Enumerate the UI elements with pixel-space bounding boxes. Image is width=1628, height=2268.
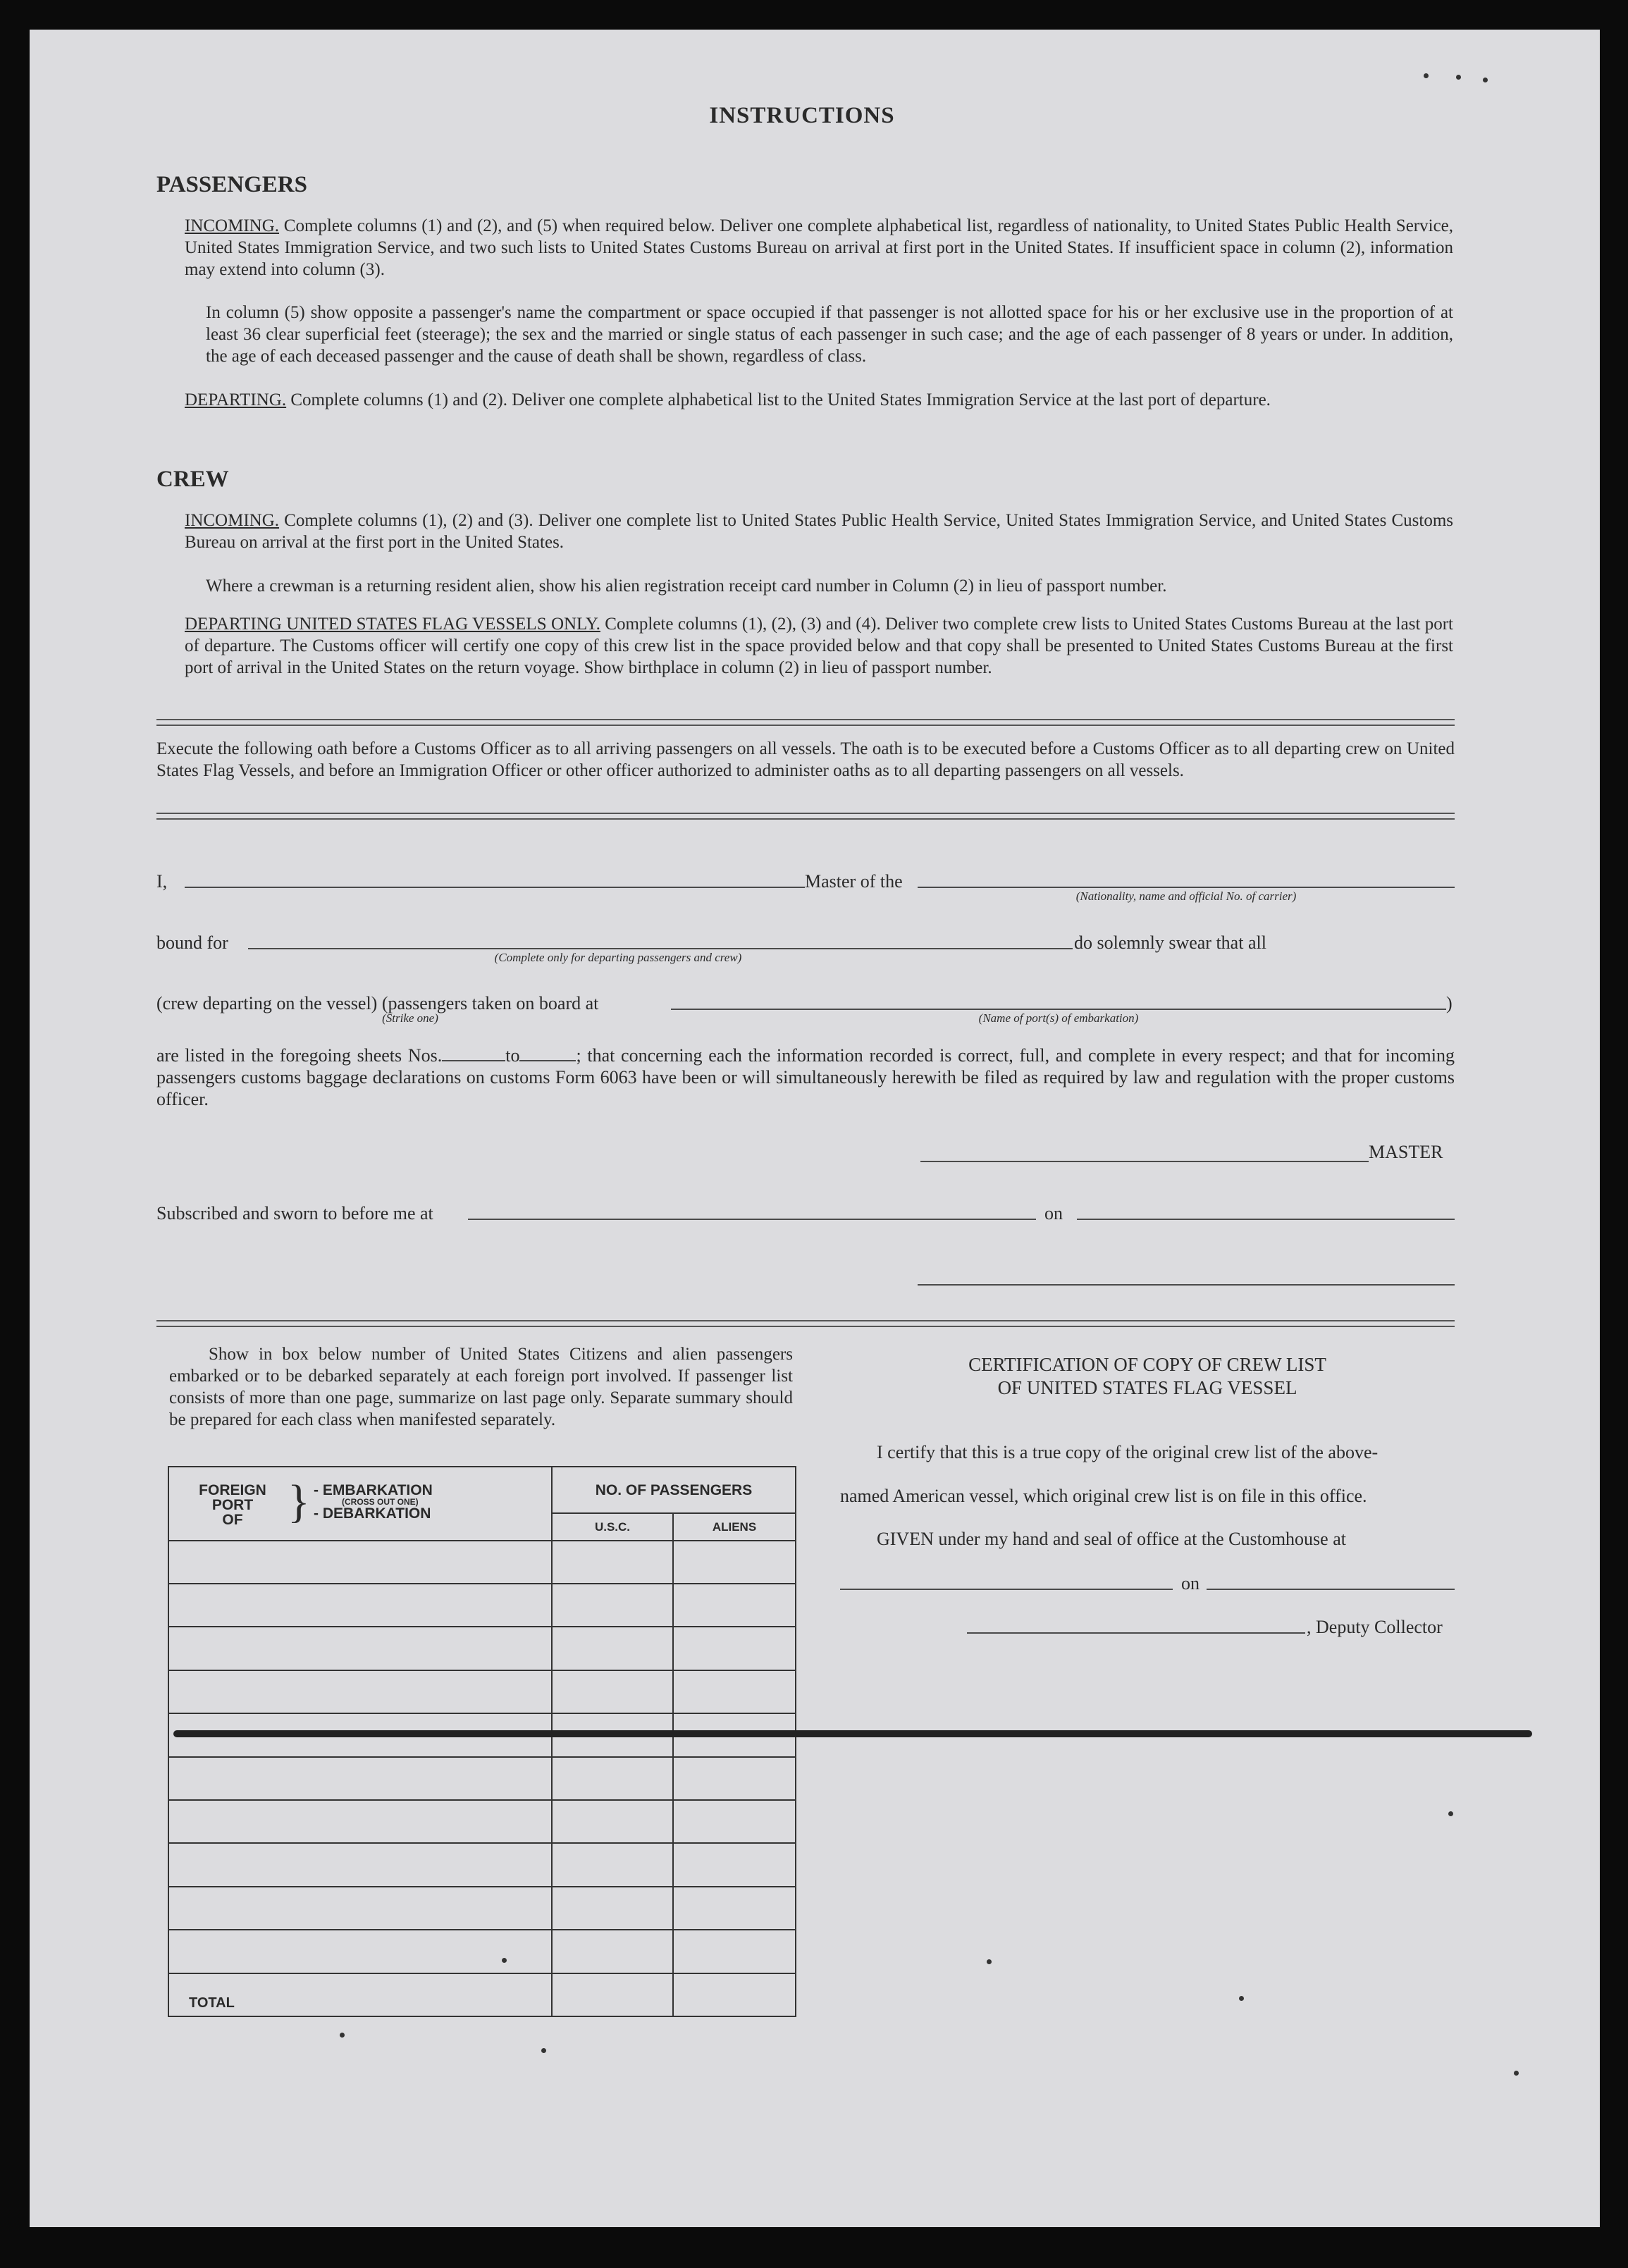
divider: [156, 1320, 1455, 1327]
aliens-cell[interactable]: [673, 1843, 796, 1886]
usc-cell[interactable]: [552, 1541, 673, 1584]
aliens-cell[interactable]: [673, 1670, 796, 1713]
usc-cell[interactable]: [552, 1627, 673, 1670]
crew-resident: Where a crewman is a returning resident alien, show his alien registration receipt card number in Column (2) in lieu of passport number.: [206, 577, 1167, 596]
close-paren: ): [1446, 993, 1453, 1013]
aliens-cell[interactable]: [673, 1887, 796, 1930]
port-cell[interactable]: [168, 1930, 552, 1973]
speck: [1448, 1811, 1453, 1816]
deputy-signature-line[interactable]: [967, 1632, 1305, 1634]
aliens-cell[interactable]: [673, 1584, 796, 1627]
oath-instruction: Execute the following oath before a Customs Officer as to all arriving passengers on all vessels. The oath is to be executed before a Customs Officer as to all departing crew on United States Flag Vessels, and before an Immigration Officer or other officer authorized to administer oaths as to all departing passengers on all vessels.: [156, 739, 1455, 780]
usc-header: U.S.C.: [552, 1513, 673, 1540]
page-title: INSTRUCTIONS: [709, 103, 895, 128]
listed-a: are listed in the foregoing sheets Nos.: [156, 1045, 443, 1066]
cert-title-line2: OF UNITED STATES FLAG VESSEL: [997, 1377, 1297, 1398]
passengers-departing-label: DEPARTING.: [185, 390, 287, 409]
crew-incoming-label: INCOMING.: [185, 511, 280, 530]
port-cell[interactable]: [168, 1541, 552, 1584]
oath-listed: [156, 1044, 1455, 1110]
brace-icon: }: [288, 1476, 310, 1527]
aliens-cell[interactable]: [673, 1757, 796, 1800]
usc-cell[interactable]: [552, 1800, 673, 1843]
cross-out-note: (CROSS OUT ONE): [342, 1497, 419, 1507]
oath-i: I,: [156, 871, 168, 892]
passengers-incoming-label: INCOMING.: [185, 216, 280, 235]
subscribed-date-line[interactable]: [1077, 1219, 1455, 1220]
port-cell[interactable]: [168, 1584, 552, 1627]
cert-line1: I certify that this is a true copy of the original crew list of the above-: [877, 1442, 1379, 1462]
deputy-label: , Deputy Collector: [1307, 1617, 1443, 1637]
port-cell[interactable]: [168, 1670, 552, 1713]
speck: [1424, 73, 1429, 78]
embarkation-label: - EMBARKATION: [314, 1482, 433, 1498]
sheet-from-line[interactable]: [442, 1060, 505, 1061]
officer-signature-line[interactable]: [918, 1284, 1455, 1286]
aliens-total-cell[interactable]: [673, 1973, 796, 2016]
speck: [541, 2048, 546, 2053]
strike-caption: (Strike one): [382, 1011, 438, 1025]
speck: [502, 1958, 507, 1963]
passengers-departing-text: Complete columns (1) and (2). Deliver one complete alphabetical list to the United States Immigration Service at the last port of departure.: [290, 390, 1271, 409]
foreign-port-header: [168, 1467, 552, 1541]
ports-caption: (Name of port(s) of embarkation): [978, 1011, 1139, 1025]
passengers-departing: [185, 389, 1453, 411]
master-signature-line[interactable]: [920, 1161, 1369, 1162]
cert-title-line1: CERTIFICATION OF COPY OF CREW LIST: [968, 1354, 1326, 1375]
master-label: MASTER: [1369, 1142, 1443, 1162]
master-of-the-label: Master of the: [805, 871, 903, 892]
crew-departing-label: (crew departing on the vessel) (passengers taken on board at: [156, 993, 599, 1013]
crew-incoming-text: Complete columns (1), (2) and (3). Deliver one complete list to United States Public Health Service, United States Immigration Service, and United States Customs Bureau on arrival at the first port in the United States.: [185, 511, 1454, 552]
speck: [1483, 78, 1488, 82]
usc-cell[interactable]: [552, 1887, 673, 1930]
aliens-header: ALIENS: [673, 1513, 796, 1540]
bound-for-line[interactable]: [248, 948, 1073, 949]
customhouse-line[interactable]: [840, 1589, 1173, 1590]
listed-b: ; that concerning each the information recorded is correct, full, and complete in every respect; and that for incoming passengers customs baggage declarations on customs Form 6063 have been or will simultaneously herewith be filed as required by law and regulation with the proper customs officer.: [156, 1045, 1455, 1109]
passengers-incoming: [185, 215, 1453, 281]
sheet-to-line[interactable]: [519, 1060, 576, 1061]
passengers-heading: PASSENGERS: [156, 172, 307, 197]
subscribed-label: Subscribed and sworn to before me at: [156, 1203, 433, 1224]
total-label: TOTAL: [168, 1973, 552, 2016]
swear-label: do solemnly swear that all: [1074, 932, 1266, 953]
aliens-cell[interactable]: [673, 1541, 796, 1584]
certification-title: [840, 1353, 1455, 1400]
aliens-cell[interactable]: [673, 1627, 796, 1670]
crew-incoming: [185, 510, 1453, 553]
crew-departing-text: Complete columns (1), (2), (3) and (4). Deliver two complete crew lists to United States Customs Bureau at the last port of departure. The Customs officer will certify one copy of this crew list in the space provided below and that copy shall be presented to United States Customs Bureau at the first port of arrival in the United States on the return voyage. Show birthplace in column (2) in lieu of passport number.: [185, 615, 1454, 677]
usc-cell[interactable]: [552, 1843, 673, 1886]
no-passengers-header: NO. OF PASSENGERS: [552, 1467, 796, 1513]
port-cell[interactable]: [168, 1627, 552, 1670]
carrier-line[interactable]: [918, 887, 1455, 888]
debarkation-label: - DEBARKATION: [314, 1505, 431, 1522]
cert-date-line[interactable]: [1207, 1589, 1455, 1590]
port-cell[interactable]: [168, 1800, 552, 1843]
col-port: PORT: [211, 1497, 254, 1513]
subscribed-place-line[interactable]: [468, 1219, 1036, 1220]
listed-to: to: [505, 1045, 520, 1066]
master-name-line[interactable]: [185, 887, 805, 888]
port-cell[interactable]: [168, 1887, 552, 1930]
ink-smear: [173, 1730, 1532, 1737]
speck: [1239, 1996, 1244, 2001]
passengers-incoming-text: Complete columns (1) and (2), and (5) when required below. Deliver one complete alphabetical list, regardless of nationality, to United States Public Health Service, United States Immigration Service, and two such lists to United States Customs Bureau on arrival at first port in the United States. If insufficient space in column (2), information may extend into column (3).: [185, 216, 1454, 279]
usc-cell[interactable]: [552, 1670, 673, 1713]
col-foreign: FOREIGN: [199, 1482, 266, 1498]
cert-line3: GIVEN under my hand and seal of office at the Customhouse at: [877, 1529, 1346, 1549]
port-cell[interactable]: [168, 1757, 552, 1800]
aliens-cell[interactable]: [673, 1930, 796, 1973]
bound-for-label: bound for: [156, 932, 228, 953]
bound-caption: (Complete only for departing passengers and crew): [494, 951, 742, 964]
usc-cell[interactable]: [552, 1757, 673, 1800]
passengers-column5: In column (5) show opposite a passenger's name the compartment or space occupied if that passenger is not allotted space for his or her exclusive use in the proportion of at least 36 clear superficial feet (steerage); the sex and the married or single status of each passenger in such case; and the age of each passenger of 8 years or under. In addition, the age of each deceased passenger and the cause of death shall be shown, regardless of class.: [206, 303, 1453, 366]
speck: [1514, 2071, 1519, 2076]
usc-cell[interactable]: [552, 1930, 673, 1973]
crew-departing: [185, 613, 1453, 679]
divider: [156, 813, 1455, 820]
crew-departing-label: DEPARTING UNITED STATES FLAG VESSELS ONLY.: [185, 615, 600, 634]
cert-on-label: on: [1181, 1573, 1200, 1594]
ports-line[interactable]: [671, 1009, 1446, 1010]
divider: [156, 719, 1455, 726]
col-of: OF: [222, 1512, 243, 1528]
summary-instruction: Show in box below number of United States Citizens and alien passengers embarked or to be debarked separately at each foreign port involved. If passenger list consists of more than one page, summarize on last page only. Separate summary should be prepared for each class when manifested separately.: [169, 1345, 793, 1429]
usc-cell[interactable]: [552, 1584, 673, 1627]
usc-total-cell[interactable]: [552, 1973, 673, 2016]
speck: [340, 2033, 345, 2038]
speck: [1456, 75, 1461, 80]
speck: [987, 1959, 992, 1964]
subscribed-on-label: on: [1044, 1203, 1063, 1224]
aliens-cell[interactable]: [673, 1800, 796, 1843]
port-cell[interactable]: [168, 1843, 552, 1886]
crew-heading: CREW: [156, 467, 229, 492]
passenger-summary-table: [168, 1466, 796, 2017]
carrier-caption: (Nationality, name and official No. of carrier): [1075, 889, 1297, 903]
cert-line2: named American vessel, which original crew list is on file in this office.: [840, 1486, 1367, 1506]
